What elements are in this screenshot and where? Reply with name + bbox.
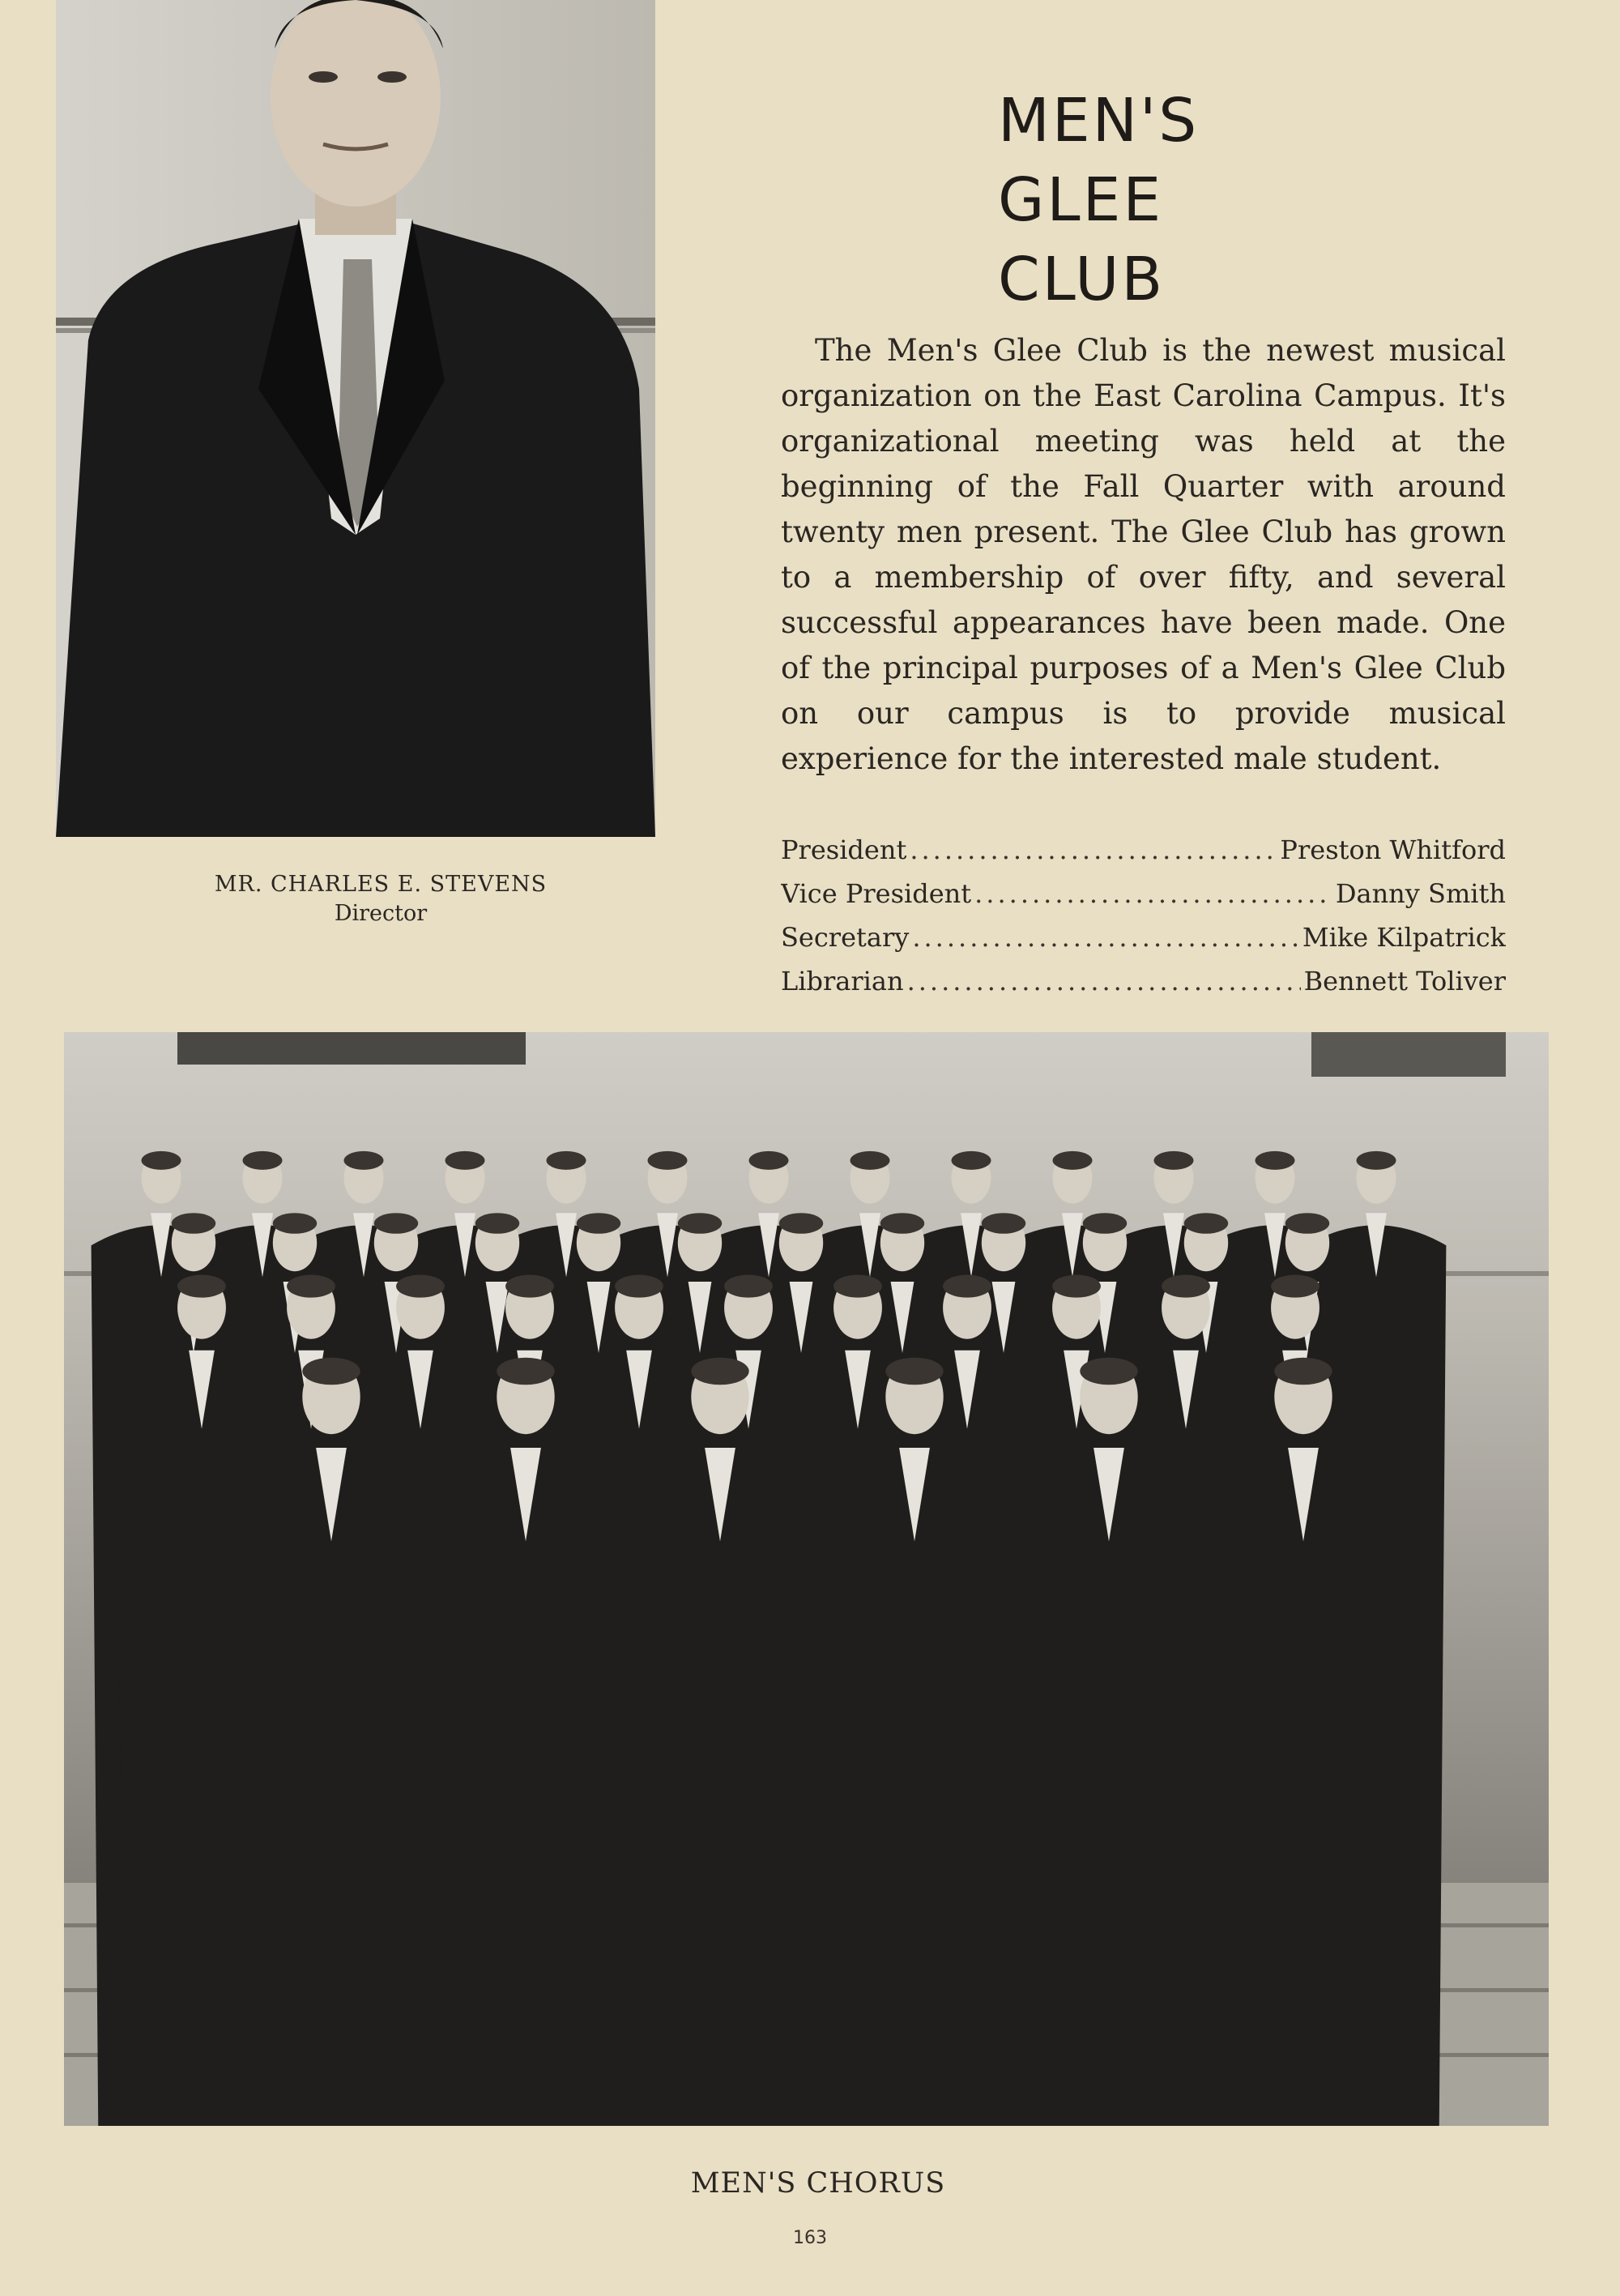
officer-role: Librarian: [781, 966, 904, 996]
director-caption-name: MR. CHARLES E. STEVENS: [214, 872, 548, 897]
officer-row-secretary: [781, 922, 1506, 966]
chorus-caption: MEN'S CHORUS: [690, 2167, 946, 2200]
officer-role: Vice President: [781, 878, 972, 909]
chorus-group-photo: [64, 1032, 1549, 2126]
page-number: 163: [793, 2228, 827, 2248]
article-body: [781, 328, 1506, 782]
officer-role: Secretary: [781, 922, 910, 953]
officer-row-vice-president: [781, 878, 1506, 922]
dot-leader: [907, 966, 1301, 996]
officer-role: President: [781, 834, 907, 865]
title-line-2: GLEE: [998, 165, 1164, 235]
officer-name: Bennett Toliver: [1303, 966, 1506, 996]
page-title: [998, 81, 1484, 319]
dot-leader: [910, 834, 1277, 865]
officers-list: [781, 834, 1506, 1009]
director-caption-role: Director: [334, 901, 428, 926]
officer-name: Danny Smith: [1335, 878, 1506, 909]
officer-row-librarian: [781, 966, 1506, 1009]
officer-name: Preston Whitford: [1280, 834, 1506, 865]
officer-name: Mike Kilpatrick: [1302, 922, 1506, 953]
dot-leader: [974, 878, 1332, 909]
officer-row-president: [781, 834, 1506, 878]
article-body-text: The Men's Glee Club is the newest musical organization on the East Carolina Campus. It's organizational meeting was held at the beginning of the Fall Quarter with around twenty men present. The Glee Club has grown to a membership of over fifty, and several successful appearances have been made. One of the principal purposes of a Men's Glee Club on our campus is to provide musical experience for the interested male student.: [781, 333, 1506, 776]
title-line-3: CLUB: [998, 245, 1166, 314]
director-portrait-photo: [56, 0, 655, 837]
title-line-1: MEN'S: [998, 86, 1200, 156]
dot-leader: [912, 922, 1299, 953]
